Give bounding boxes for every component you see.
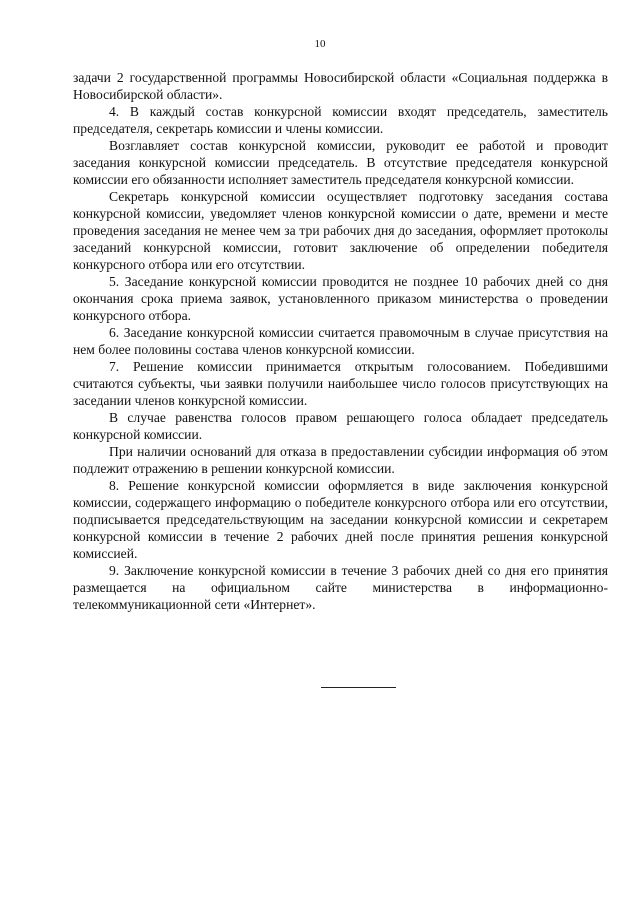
end-of-document-rule xyxy=(321,687,396,688)
paragraph-item-8: 8. Решение конкурсной комиссии оформляется в виде заключения конкурсной комиссии, содержащего информацию о победителе конкурсного отбора или его отсутствии, подписывается председательствующим на заседании конкурсной комиссии и секретарем конкурсной комиссии в течение 2 рабочих дней после принятия решения конкурсной комиссией. xyxy=(73,478,608,561)
page-number: 10 xyxy=(314,38,326,50)
paragraph-item-9: 9. Заключение конкурсной комиссии в течение 3 рабочих дней со дня его принятия размещается на официальном сайте министерства в информационно-телекоммуникационной сети «Интернет». xyxy=(73,563,608,612)
document-body xyxy=(73,69,608,613)
paragraph-item-6: 6. Заседание конкурсной комиссии считается правомочным в случае присутствия на нем более половины состава членов конкурсной комиссии. xyxy=(73,325,608,357)
paragraph-item-5: 5. Заседание конкурсной комиссии проводится не позднее 10 рабочих дней со дня окончания срока приема заявок, установленного приказом министерства о проведении конкурсного отбора. xyxy=(73,274,608,323)
paragraph-secretary: Секретарь конкурсной комиссии осуществляет подготовку заседания состава конкурсной комиссии, уведомляет членов конкурсной комиссии о дате, времени и месте проведения заседания не менее чем за три рабочих дня до заседания, оформляет протоколы заседаний конкурсной комиссии, готовит заключение об определении победителя конкурсного отбора или его отсутствии. xyxy=(73,189,608,272)
paragraph-refusal: При наличии оснований для отказа в предоставлении субсидии информация об этом подлежит отражению в решении конкурсной комиссии. xyxy=(73,444,608,476)
paragraph-item-4: 4. В каждый состав конкурсной комиссии входят председатель, заместитель председателя, секретарь комиссии и члены комиссии. xyxy=(73,104,608,136)
paragraph-tie-vote: В случае равенства голосов правом решающего голоса обладает председатель конкурсной комиссии. xyxy=(73,410,608,442)
paragraph-continuation: задачи 2 государственной программы Новосибирской области «Социальная поддержка в Новосибирской области». xyxy=(73,70,608,102)
paragraph-chairman: Возглавляет состав конкурсной комиссии, руководит ее работой и проводит заседания конкурсной комиссии председатель. В отсутствие председателя конкурсной комиссии его обязанности исполняет заместитель председателя конкурсной комиссии. xyxy=(73,138,608,187)
paragraph-item-7: 7. Решение комиссии принимается открытым голосованием. Победившими считаются субъекты, чьи заявки получили наибольшее число голосов присутствующих на заседании членов конкурсной комиссии. xyxy=(73,359,608,408)
